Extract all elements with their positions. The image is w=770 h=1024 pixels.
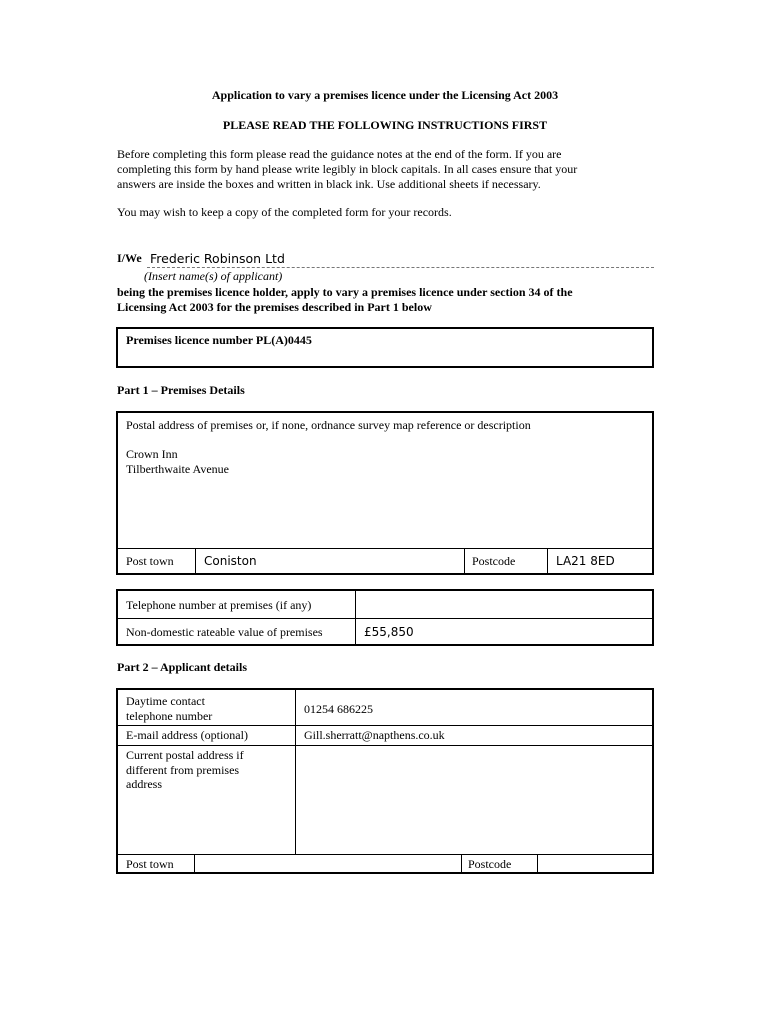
instructions-line-2: completing this form by hand please write legibly in block capitals. In all cases ensure that your xyxy=(117,162,578,176)
post-town-label: Post town xyxy=(126,554,174,568)
cell-divider xyxy=(537,854,538,872)
statement-line-1: being the premises licence holder, apply to vary a premises licence under section 34 of the xyxy=(117,285,573,299)
row-divider xyxy=(118,854,652,855)
postcode-field[interactable] xyxy=(545,857,645,871)
daytime-label-line-2: telephone number xyxy=(126,708,213,723)
applicant-name-field[interactable]: Frederic Robinson Ltd xyxy=(150,251,285,266)
cell-divider xyxy=(195,548,196,573)
part2-heading: Part 2 – Applicant details xyxy=(117,660,248,674)
postal-address-label xyxy=(126,748,244,792)
iwe-label: I/We xyxy=(117,251,142,265)
postcode-label: Postcode xyxy=(468,857,512,871)
instructions-heading: PLEASE READ THE FOLLOWING INSTRUCTIONS FIRST xyxy=(222,118,548,132)
instructions-line-3: answers are inside the boxes and written in black ink. Use additional sheets if necessary. xyxy=(117,177,541,191)
email-field[interactable]: Gill.sherratt@napthens.co.uk xyxy=(304,728,445,742)
address-line-1: Crown Inn xyxy=(126,447,178,461)
daytime-phone-label xyxy=(126,694,212,723)
premises-address-box xyxy=(116,411,654,575)
form-title: Application to vary a premises licence under the Licensing Act 2003 xyxy=(211,88,559,102)
row-divider xyxy=(118,725,652,726)
postal-label-line-1: Current postal address if xyxy=(126,748,244,762)
postal-label-line-3: address xyxy=(126,777,162,791)
premises-address-label: Postal address of premises or, if none, ordnance survey map reference or description xyxy=(126,418,531,432)
licence-number-box[interactable] xyxy=(116,327,654,368)
applicant-name-underline xyxy=(147,267,654,268)
statement-line-2: Licensing Act 2003 for the premises described in Part 1 below xyxy=(117,300,432,314)
instructions-line-1: Before completing this form please read the guidance notes at the end of the form. If you are xyxy=(117,147,562,161)
rateable-label: Non-domestic rateable value of premises xyxy=(126,625,323,639)
postal-address-field[interactable] xyxy=(304,748,644,848)
row-divider xyxy=(118,745,652,746)
row-divider xyxy=(118,618,652,619)
cell-divider xyxy=(295,690,296,854)
address-divider xyxy=(118,548,652,549)
daytime-label-line-1: Daytime contact xyxy=(126,694,205,708)
postcode-label: Postcode xyxy=(472,554,516,568)
premises-extra-box xyxy=(116,589,654,646)
applicant-details-box xyxy=(116,688,654,874)
instructions-text xyxy=(117,147,657,192)
postcode-field[interactable]: LA21 8ED xyxy=(556,554,615,568)
premises-address-field[interactable] xyxy=(126,447,229,476)
cell-divider xyxy=(464,548,465,573)
cell-divider xyxy=(461,854,462,872)
telephone-label: Telephone number at premises (if any) xyxy=(126,598,312,612)
copy-note: You may wish to keep a copy of the completed form for your records. xyxy=(117,205,452,219)
cell-divider xyxy=(547,548,548,573)
licence-number-label: Premises licence number PL(A)0445 xyxy=(126,333,312,347)
daytime-phone-field[interactable]: 01254 686225 xyxy=(304,702,373,716)
address-line-2: Tilberthwaite Avenue xyxy=(126,461,229,476)
post-town-label: Post town xyxy=(126,857,174,871)
applicant-name-hint: (Insert name(s) of applicant) xyxy=(144,269,283,283)
email-label: E-mail address (optional) xyxy=(126,728,248,742)
postal-label-line-2: different from premises xyxy=(126,762,240,777)
cell-divider xyxy=(194,854,195,872)
post-town-field[interactable]: Coniston xyxy=(204,554,257,568)
rateable-field[interactable]: £55,850 xyxy=(364,625,414,639)
applicant-statement xyxy=(117,285,657,315)
post-town-field[interactable] xyxy=(202,857,452,871)
part1-heading: Part 1 – Premises Details xyxy=(117,383,245,397)
